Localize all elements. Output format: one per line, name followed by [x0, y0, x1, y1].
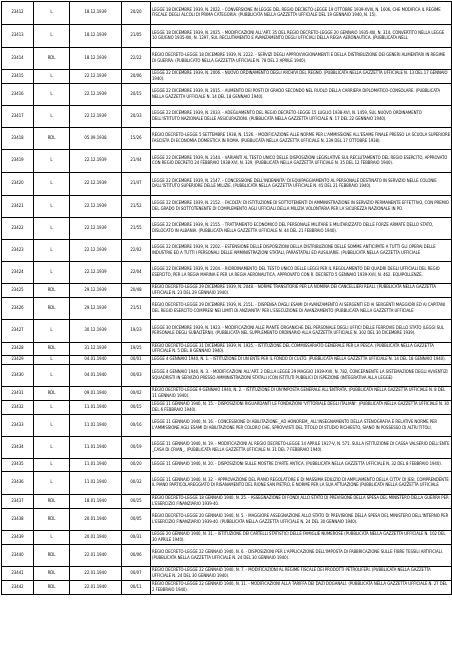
- table-row: [2, 343, 452, 356]
- act-type: RDL: [34, 545, 70, 567]
- act-code: 22/22: [122, 48, 151, 70]
- act-type: RDL: [34, 509, 70, 531]
- table-row: [2, 25, 452, 48]
- act-code: 15/26: [122, 128, 151, 150]
- act-date: 22.12.1939: [70, 150, 122, 173]
- act-type: L: [34, 365, 70, 387]
- act-date: 11.01.1940: [70, 459, 122, 472]
- act-description: LEGGE 22 DICEMBRE 1939, N. 2152. - FACOLTA' DI ISTITUZIONE DI SOTTOTENENTI DI AMMINISTRAZIONE IN SERVIZIO PERMANENTE EFFETTIVO, CON PREMIO DEL GRADO DI SOTTOTENENTE DI COMPLEMENTO AGLI UFFICIALI DELLA MILIZIA VOLONTARIA PER LA SICUREZZA NAZIONALE IN PO.: [151, 196, 452, 218]
- table-row: [2, 106, 452, 128]
- act-code: 00/20: [122, 459, 151, 472]
- act-description: REGIO DECRETO-LEGGE 22 GENNAIO 1940, N. 6. - DISPOSIZIONI PER L'APPLICAZIONE DELL'IMPOSTA DI FABBRICAZIONE SULLE FIBRE TESSILI ARTIFICIALI. (PUBBLICATA NELLA GAZZETTA UFFICIALE N. 24 DEL 30 GENNAIO 1940).: [151, 545, 452, 567]
- act-code: 21/05: [122, 25, 151, 48]
- act-type: L: [34, 25, 70, 48]
- table-row: [2, 284, 452, 298]
- act-description: REGIO DECRETO-LEGGE 22 GENNAIO 1940, N. 11. - MODIFICAZIONI ALLA TARIFFA DEI DAZI DOGANALI. (PUBBLICATA NELLA GAZZETTA UFFICIALE N. 27 DEL 2 FEBBRAIO 1940).: [151, 581, 452, 595]
- table-row: [2, 196, 452, 218]
- act-type: L: [34, 196, 70, 218]
- act-date: 29.12.1939: [70, 284, 122, 298]
- act-type: L: [34, 531, 70, 545]
- act-type: RDL: [34, 48, 70, 70]
- act-code: 21/44: [122, 150, 151, 173]
- record-number: 23431: [2, 387, 34, 401]
- act-code: 20/33: [122, 106, 151, 128]
- record-number: 23416: [2, 84, 34, 106]
- act-date: 11.01.1940: [70, 472, 122, 495]
- record-number: 23415: [2, 70, 34, 84]
- act-date: 30.12.1939: [70, 320, 122, 343]
- record-number: 23417: [2, 106, 34, 128]
- record-number: 23434: [2, 437, 34, 459]
- act-date: 04.01.1940: [70, 365, 122, 387]
- act-type: L: [34, 415, 70, 437]
- act-description: LEGGE 4 GENNAIO 1940, N. 1. - ISTITUZIONE DI UN ENTE PER IL FONDO DI CULTO. (PUBBLICATA NELLA GAZZETTA UFFICIALE N. 14 DEL 18 GENNAIO 1940).: [151, 356, 452, 365]
- record-number: 23438: [2, 509, 34, 531]
- record-number: 23413: [2, 25, 34, 48]
- act-date: 09.01.1940: [70, 387, 122, 401]
- record-number: 23428: [2, 343, 34, 356]
- act-date: 18.12.1939: [70, 48, 122, 70]
- act-type: L: [34, 150, 70, 173]
- record-number: 23440: [2, 545, 34, 567]
- legislation-table: [1, 1, 452, 595]
- act-type: L: [34, 173, 70, 196]
- act-description: REGIO DECRETO-LEGGE 20 GENNAIO 1940, N. 5. - MAGGIORE ASSEGNAZIONE ALLO STATO DI PREVISIONE DELLA SPESA DEL MINISTERO DELL'INTERNO PER L'ESERCIZIO FINANZIARIO 1939-40. (PUBBLICATA NELLA GAZZETTA UFFICIALE N. 24 DEL 30 GENNAIO 1940).: [151, 509, 452, 531]
- table-row: [2, 320, 452, 343]
- act-description: LEGGE 22 DICEMBRE 1939, N. 2147. - CONCESSIONE DELL'INDENNITA' DI EQUIPAGGIAMENTO AL PERSONALE DESTINATO IN SERVIZIO NELLE COLONIE DALL'ISTITUTO SUPERIORE DELLE MILIZIE. (PUBBLICATA NELLA GAZZETTA UFFICIALE N. 45 DEL 21 FEBBRAIO 1940).: [151, 173, 452, 196]
- act-type: L: [34, 472, 70, 495]
- table-row: [2, 415, 452, 437]
- record-number: 23424: [2, 262, 34, 284]
- record-number: 23436: [2, 472, 34, 495]
- act-type: L: [34, 262, 70, 284]
- record-number: 23441: [2, 567, 34, 581]
- act-date: 05.09.1938: [70, 128, 122, 150]
- act-code: 00/31: [122, 531, 151, 545]
- act-description: REGIO DECRETO-LEGGE 29 DICEMBRE 1939, N. 2048. - NORME TRANSITORIE PER LA NOMINA DEI CANCELLIERI REALI. (PUBBLICATA NELLA GAZZETTA UFFICIALE N. 23 DEL 29 GENNAIO 1940).: [151, 284, 452, 298]
- act-description: LEGGE 11 GENNAIO 1940, N. 19. - MODIFICAZIONI AL REGIO DECRETO-LEGGE 14 APRILE 1927-V, N. 571, SULLA ISTITUZIONE DI CASSA VALSERIO DELL'ENTE _CASA DI CRIAN_. (PUBBLICATA NELLA GAZZETTA UFFICIALE N. 31 DEL 7 FEBBRAIO 1940).: [151, 437, 452, 459]
- table-row: [2, 173, 452, 196]
- act-type: L: [34, 240, 70, 262]
- act-code: 20/20: [122, 2, 151, 25]
- record-number: 23435: [2, 459, 34, 472]
- table-row: [2, 48, 452, 70]
- act-type: RDL: [34, 343, 70, 356]
- act-type: L: [34, 218, 70, 240]
- record-number: 23430: [2, 365, 34, 387]
- table-row: [2, 437, 452, 459]
- table-row: [2, 545, 452, 567]
- act-date: 22.12.1939: [70, 240, 122, 262]
- table-row: [2, 365, 452, 387]
- record-number: 23442: [2, 581, 34, 595]
- table-row: [2, 401, 452, 415]
- record-number: 23433: [2, 415, 34, 437]
- act-code: 00/02: [122, 387, 151, 401]
- act-description: LEGGE 18 DICEMBRE 1939, N. 2025. - MODIFICAZIONI ALL'ART. 35 DEL REGIO DECRETO-LEGGE 20 GENNAIO 1935-XIII, N. 314, CONVERTITO NELLA LEGGE 10 GIUGNO 1935-XIII, N. 1297, SUL RECLUTAMENTO E AVANZAMENTO DEGLI UFFICIALI DELLA REGIA AERONAUTICA. (PUBBLICATA NELL: [151, 25, 452, 48]
- act-date: 22.01.1940: [70, 545, 122, 567]
- act-description: LEGGE 22 DICEMBRE 1939, N. 2202. - ESTENSIONE DELLE DISPOSIZIONI DELLA DISTRIBUZIONE DELLE SOMME ANTICIPATE A TUTTI GLI OPERAI DELLE INDUSTRIE ED A TUTTI I PERSONALI DELLE AMMINISTRAZIONI STATALI, PARASTATALI ED AUSILIARIE. (PUBBLICATA NELLA GAZZETTA UFFICIALE: [151, 240, 452, 262]
- record-number: 23432: [2, 401, 34, 415]
- table-row: [2, 84, 452, 106]
- act-date: 18.01.1940: [70, 495, 122, 509]
- act-date: 18.12.1939: [70, 2, 122, 25]
- table-row: [2, 150, 452, 173]
- act-code: 22/02: [122, 240, 151, 262]
- act-description: REGIO DECRETO-LEGGE 9 GENNAIO 1940, N. 2. - ISTITUZIONE DI UN'IMPOSTA GENERALE ALL'ENTRATA. (PUBBLICATA NELLA GAZZETTA UFFICIALE N. 8 DEL 11 GENNAIO 1940).: [151, 387, 452, 401]
- act-date: 22.12.1939: [70, 84, 122, 106]
- act-code: 00/01: [122, 356, 151, 365]
- act-code: 00/19: [122, 437, 151, 459]
- table-row: [2, 567, 452, 581]
- act-date: 22.12.1939: [70, 70, 122, 84]
- act-type: L: [34, 320, 70, 343]
- table-row: [2, 387, 452, 401]
- act-type: L: [34, 106, 70, 128]
- record-number: 23420: [2, 173, 34, 196]
- act-type: L: [34, 356, 70, 365]
- act-date: 11.01.1940: [70, 437, 122, 459]
- act-code: 00/25: [122, 495, 151, 509]
- act-description: REGIO DECRETO-LEGGE 18 GENNAIO 1940, N. 25. - ASSEGNAZIONE DI FONDI ALLO STATO DI PREVISIONE DELLA SPESA DEL MINISTERO DELLA GUERRA PER L'ESERCIZIO FINANZIARIO 1939-40.: [151, 495, 452, 509]
- act-type: L: [34, 84, 70, 106]
- act-date: 22.12.1939: [70, 173, 122, 196]
- act-description: LEGGE 4 GENNAIO 1940, N. 3. - MODIFICAZIONI ALL'ART. 2 DELLA LEGGE 29 MAGGIO 1939-XVII, N. 782, CONCERNENTE LA SISTEMAZIONE DEGLI AVVENTIZI SQUADRISTI IN SERVIZIO PRESSO AMMINISTRAZIONI STATALI (CON ISTITUTI PUBBLICI DI ISPEZIONE (INTEGRATIVA ALLA LEGGE): [151, 365, 452, 387]
- act-code: 21/51: [122, 298, 151, 320]
- table-row: [2, 581, 452, 595]
- record-number: 23418: [2, 128, 34, 150]
- act-description: LEGGE 22 DICEMBRE 1939, N. 2204. - RIORDINAMENTO DEL TESTO UNICO DELLE LEGGI PER IL REGOLAMENTO DEI QUADRI DEGLI UFFICIALI DEL REGIO ESERCITO, PER LA REGIA MARINA E PER LA REGIA AERONAUTICA, APPROVATO CON R. DECRETO 5 GENNAIO 1939-XVII, N. 462. EQUIPOLLENZE.: [151, 262, 452, 284]
- act-code: 20/06: [122, 70, 151, 84]
- act-description: REGIO DECRETO-LEGGE 29 DICEMBRE 1939, N. 2151. - DISPENSA DAGLI ESAMI DI AVANZAMENTO AI SERGENTI ED AI SERGENTI MAGGIORI ED AI CAPITANI DEL REGIO ESERCITO COMPRESI NEI LIMITI DI ANZIANITA' PER L'ESECUZIONE DI AVANZAMENTO (PUBBLICATA NELLA GAZZETTA UFFICIALE: [151, 298, 452, 320]
- act-code: 00/11: [122, 581, 151, 595]
- act-description: REGIO DECRETO-LEGGE 31 DICEMBRE 1939, N. 1925. - ISTITUZIONE DEL COMMISSARIATO GENERALE PER LA PESCA. (PUBBLICATA NELLA GAZZETTA UFFICIALE N. 5 DEL 8 GENNAIO 1940).: [151, 343, 452, 356]
- table-row: [2, 218, 452, 240]
- record-number: 23429: [2, 356, 34, 365]
- act-description: LEGGE 11 GENNAIO 1940, N. 20. - DISPOSIZIONI SULLE MOSTRE D'ARTE ANTICA. (PUBBLICATA NELLA GAZZETTA UFFICIALE N. 32 DEL 8 FEBBRAIO 1940).: [151, 459, 452, 472]
- table-row: [2, 356, 452, 365]
- act-code: 21/47: [122, 173, 151, 196]
- record-number: 23423: [2, 240, 34, 262]
- act-type: L: [34, 459, 70, 472]
- record-number: 23427: [2, 320, 34, 343]
- act-date: 22.01.1940: [70, 567, 122, 581]
- act-type: L: [34, 70, 70, 84]
- act-description: REGIO DECRETO-LEGGE 18 DICEMBRE 1939, N. 2222. - SERVIZI DEGLI APPROVVIGIONAMENTI E DELLA DISTRIBUZIONE DEI GENERI ALIMENTARI IN REGIME DI GUERRA. (PUBBLICATO NELLA GAZZETTA UFFICIALE N. 78 DEL 2 APRILE 1940).: [151, 48, 452, 70]
- act-code: 21/55: [122, 218, 151, 240]
- act-type: RDL: [34, 387, 70, 401]
- act-date: 20.01.1940: [70, 509, 122, 531]
- record-number: 23425: [2, 284, 34, 298]
- act-description: LEGGE 22 DICEMBRE 1939, N. 2144. - VARIANTI AL TESTO UNICO DELLE DISPOSIZIONI LEGISLATIVE SUL RECLUTAMENTO DEL REGIO ESERCITO, APPROVATO CON REGIO DECRETO 24 FEBBRAIO 1938-XVI, N. 329. (PUBBLICATA NELLA GAZZETTA UFFICIALE N. 35 DEL 12 FEBBRAIO 1940).: [151, 150, 452, 173]
- act-code: 00/05: [122, 509, 151, 531]
- act-type: L: [34, 2, 70, 25]
- table-row: [2, 509, 452, 531]
- act-date: 04.01.1940: [70, 356, 122, 365]
- act-type: RDL: [34, 581, 70, 595]
- act-date: 22.12.1939: [70, 262, 122, 284]
- act-code: 00/32: [122, 472, 151, 495]
- act-description: LEGGE 30 DICEMBRE 1939, N. 1923. - MODIFICAZIONI ALLE PIANTE ORGANICHE DEL PERSONALE DEGLI UFFICI DELLE FERROVIE DELLO STATO (LEGGI SUL PERSONALE DEGLI SUBALTERNI). (PUBBLICATA NEL SUPPLEMENTO ORDINARIO ALLA GAZZETTA UFFICIALE N. 302 DEL 30 DICEMBRE 1939).: [151, 320, 452, 343]
- act-description: LEGGE 22 DICEMBRE 1939, N. 2015. - AUMENTO DEI POSTI DI GRADO SECONDO NEL RUOLO DELLA CARRIERA DIPLOMATICO-CONSOLARE. (PUBBLICATA NELLA GAZZETTA UFFICIALE N. 14 DEL 18 GENNAIO 1940).: [151, 84, 452, 106]
- record-number: 23421: [2, 196, 34, 218]
- act-code: 19/23: [122, 320, 151, 343]
- act-code: 20/15: [122, 84, 151, 106]
- act-type: RDL: [34, 495, 70, 509]
- act-description: LEGGE 22 DICEMBRE 1939, N. 2033. - ADEGUAMENTO DEL REGIO DECRETO-LEGGE 15 LUGLIO 1938-XVI, N. 1459, SUL NUOVO ORDINAMENTO DELL'ISTITUTO NAZIONALE DELLE ASSICURAZIONI. (PUBBLICATA NELLA GAZZETTA UFFICIALE N. 17 DEL 22 GENNAIO 1940).: [151, 106, 452, 128]
- act-date: 29.12.1939: [70, 298, 122, 320]
- act-code: 19/25: [122, 343, 151, 356]
- act-description: LEGGE 20 GENNAIO 1940, N. 31. - ISTITUZIONE DEI CARTELLI STATISTICI DELLE FAMIGLIE NUMEROSE (PUBBLICATA NELLA GAZZETTA UFFICIALE N. 102 DEL 30 APRILE 1940).: [151, 531, 452, 545]
- act-date: 22.12.1939: [70, 196, 122, 218]
- act-code: 00/15: [122, 401, 151, 415]
- act-date: 18.12.1939: [70, 25, 122, 48]
- record-number: 23437: [2, 495, 34, 509]
- act-description: REGIO DECRETO-LEGGE 22 GENNAIO 1940, N. 7. - MODIFICAZIONI AL REGIME FISCALE DEI PRODOTTI PETROLIFERI. (PUBBLICATA NELLA GAZZETTA UFFICIALE N. 24 DEL 30 GENNAIO 1940).: [151, 567, 452, 581]
- table-row: [2, 531, 452, 545]
- act-description: LEGGE 18 DICEMBRE 1939, N. 2022. - CONVERSIONE IN LEGGE DEL REGIO DECRETO-LEGGE 19 OTTOBRE 1939-XVIII, N. 1606, CHE MODIFICA IL REGIME FISCALE DEGLI ALCOLI DI PRIMA CATEGORIA. (PUBBLICATA NELLA GAZZETTA UFFICIALE DEL 19 GENNAIO 1940, N. 15).: [151, 2, 452, 25]
- table-row: [2, 459, 452, 472]
- act-code: 21/52: [122, 196, 151, 218]
- record-number: 23412: [2, 2, 34, 25]
- act-date: 31.12.1939: [70, 343, 122, 356]
- table-row: [2, 128, 452, 150]
- act-type: L: [34, 437, 70, 459]
- act-type: RDL: [34, 284, 70, 298]
- record-number: 23422: [2, 218, 34, 240]
- act-description: LEGGE 22 DICEMBRE 1939, N. 2155. - TRATTAMENTO ECONOMICO DEL PERSONALE MILITARE E MILITARIZZATO DELLE FORZE ARMATE DELLO STATO, DISLOCATO IN ALBANIA. (PUBBLICATA NELLA GAZZETTA UFFICIALE N. 44 DEL 21 FEBBRAIO 1940).: [151, 218, 452, 240]
- record-number: 23414: [2, 48, 34, 70]
- table-row: [2, 70, 452, 84]
- table-row: [2, 240, 452, 262]
- act-date: 11.01.1940: [70, 415, 122, 437]
- act-type: RDL: [34, 567, 70, 581]
- record-number: 23419: [2, 150, 34, 173]
- act-date: 22.01.1940: [70, 581, 122, 595]
- act-code: 00/06: [122, 545, 151, 567]
- act-date: 22.12.1939: [70, 218, 122, 240]
- act-description: LEGGE 11 GENNAIO 1940, N. 16. - CONCESSIONE DI ABILITAZIONE _AD HONOREM_ ALL'INSEGNAMENTO DELLA STENOGRAFIA E RELATIVE NORME PER L'AMMISSIONE AGLI ESAMI DI ABILITAZIONE PER COLORO CHE, SPROVVISTI DEL TITOLO DI STUDIO RICHIESTO, SIANO IN POSSESSO DI ALTRI TITOLI.: [151, 415, 452, 437]
- table-row: [2, 298, 452, 320]
- act-description: LEGGE 22 DICEMBRE 1939, N. 2006. - NUOVO ORDINAMENTO DEGLI ARCHIVI DEL REGNO. (PUBBLICATA NELLA GAZZETTA UFFICIALE N. 13 DEL 17 GENNAIO 1940).: [151, 70, 452, 84]
- act-code: 00/07: [122, 567, 151, 581]
- act-description: REGIO DECRETO-LEGGE 5 SETTEMBRE 1938, N. 1526. - MODIFICAZIONE ALLE NORME PER L'AMMISSIONE ALL'ESAME FINALE PRESSO LA SCUOLA SUPERIORE FASCISTA DI ECONOMIA DOMESTICA IN ROMA. (PUBBLICATA NELLA GAZZETTA UFFICIALE N. 239 DEL 17 OTTOBRE 1938).: [151, 128, 452, 150]
- act-description: LEGGE 11 GENNAIO 1940, N. 32. - APPROVAZIONE DEL PIANO REGOLATORE E DI MASSIMA EDILIZIO DI AMPLIAMENTO DELLA CITTA' DI JESI, COMPRENDENTE IL PIANO PARTICOLAREGGIATO DI RISANAMENTO DEL RIONE SAN PIETRO, E NORME PER LA SUA ATTUAZIONE (PUBBLICATA NELLA GAZZETTA UFFICIALE: [151, 472, 452, 495]
- record-number: 23439: [2, 531, 34, 545]
- act-type: RDL: [34, 128, 70, 150]
- table-row: [2, 262, 452, 284]
- act-code: 22/04: [122, 262, 151, 284]
- act-date: 20.01.1940: [70, 531, 122, 545]
- act-description: LEGGE 11 GENNAIO 1940, N. 15. - DISPOSIZIONI RIGUARDANTI LE FONDAZIONI 'VITTORIALE DEGLI ITALIANI'. (PUBBLICATA NELLA GAZZETTA UFFICIALE N. 30 DEL 6 FEBBRAIO 1940).: [151, 401, 452, 415]
- act-code: 00/03: [122, 365, 151, 387]
- act-type: RDL: [34, 298, 70, 320]
- act-code: 20/48: [122, 284, 151, 298]
- table-row: [2, 495, 452, 509]
- act-type: L: [34, 401, 70, 415]
- record-number: 23426: [2, 298, 34, 320]
- act-date: 11.01.1940: [70, 401, 122, 415]
- act-date: 22.12.1939: [70, 106, 122, 128]
- table-row: [2, 2, 452, 25]
- act-code: 00/16: [122, 415, 151, 437]
- table-row: [2, 472, 452, 495]
